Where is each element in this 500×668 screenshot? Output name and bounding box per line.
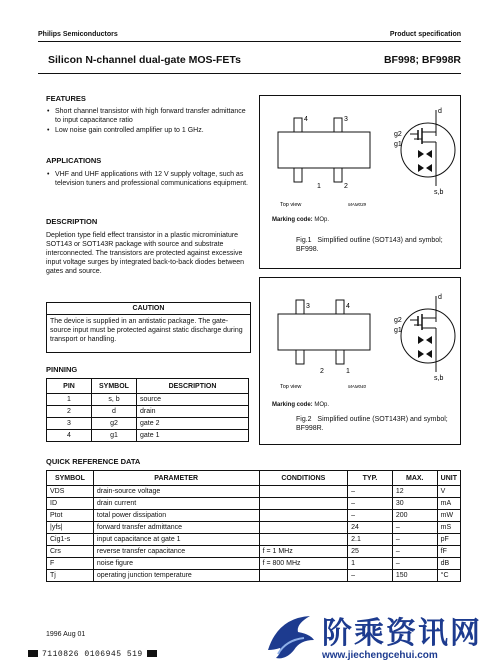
table-row [47, 394, 249, 406]
figure-2 [259, 277, 461, 445]
qr-max: – [392, 558, 437, 570]
qr-unit: mS [437, 522, 460, 534]
pin-symbol: g2 [92, 418, 137, 430]
qr-symbol: VDS [47, 486, 94, 498]
qr-symbol: |yfs| [47, 522, 94, 534]
mosfet-symbol [388, 106, 458, 196]
pin-symbol: s, b [92, 394, 137, 406]
figure-caption-label: Fig.1 [296, 237, 312, 244]
table-row [47, 406, 249, 418]
caution-heading: CAUTION [47, 303, 250, 315]
applications-heading: APPLICATIONS [46, 156, 102, 165]
qr-conditions [259, 486, 348, 498]
page-title: Silicon N-channel dual-gate MOS-FETs [48, 54, 241, 66]
pin-number: 4 [47, 430, 92, 442]
qr-parameter: input capacitance at gate 1 [93, 534, 259, 546]
qr-col-header: SYMBOL [47, 471, 94, 486]
quick-reference-table [46, 470, 461, 582]
table-row [47, 486, 461, 498]
applications-list [46, 170, 251, 189]
features-item: • Low noise gain controlled amplifier up to 1 GHz. [55, 126, 251, 135]
qr-symbol: Ptot [47, 510, 94, 522]
qr-conditions [259, 498, 348, 510]
figure-caption-text: Simplified outline (SOT143R) and symbol; BF998R. [296, 416, 448, 433]
table-row [47, 570, 461, 582]
pin-label: 3 [344, 116, 348, 123]
gate1-label: g1 [394, 327, 402, 334]
caution-text: The device is supplied in an antistatic package. The gate-source input must be protected against static discharge during transport or handling. [50, 318, 243, 344]
eagle-logo-icon [264, 610, 318, 662]
qr-col-header: MAX. [392, 471, 437, 486]
pinning-heading: PINNING [46, 365, 78, 374]
marking-code [272, 402, 329, 410]
barcode-number [28, 650, 157, 659]
qr-typ: 1 [348, 558, 393, 570]
qr-max: – [392, 522, 437, 534]
part-number: BF998; BF998R [383, 54, 461, 66]
barcode-mark [147, 650, 157, 657]
top-view-label: Top view [280, 202, 302, 208]
pin-number: 3 [47, 418, 92, 430]
qr-conditions [259, 522, 348, 534]
gate1-label: g1 [394, 141, 402, 148]
qr-col-header: TYP. [348, 471, 393, 486]
qr-unit: pF [437, 534, 460, 546]
qr-parameter: forward transfer admittance [93, 522, 259, 534]
pin-label: 4 [304, 116, 308, 123]
qr-typ: 25 [348, 546, 393, 558]
pin-label: 3 [306, 303, 310, 310]
pin-description: gate 1 [137, 430, 249, 442]
marking-code-label: Marking code: [272, 217, 313, 223]
figure-caption-text: Simplified outline (SOT143) and symbol; BF998. [296, 237, 443, 254]
pin-label: 2 [344, 183, 348, 190]
qr-symbol: ID [47, 498, 94, 510]
pin-description: drain [137, 406, 249, 418]
table-row [47, 418, 249, 430]
marking-code-value: MOp. [314, 402, 330, 408]
table-row [47, 534, 461, 546]
features-item: • Short channel transistor with high forward transfer admittance to input capacitance ratio [55, 107, 251, 125]
pinning-header-row [47, 379, 249, 394]
qr-symbol: F [47, 558, 94, 570]
features-list [46, 107, 251, 136]
barcode-text: 7110826 0106945 519 [42, 650, 143, 659]
qr-parameter: drain-source voltage [93, 486, 259, 498]
qr-conditions: f = 1 MHz [259, 546, 348, 558]
pin-number: 1 [47, 394, 92, 406]
marking-code-value: MOp. [314, 217, 330, 223]
pin-description: gate 2 [137, 418, 249, 430]
applications-item: • VHF and UHF applications with 12 V supply voltage, such as television tuners and professional communications equipment. [55, 170, 251, 188]
title-rule [38, 73, 461, 74]
figure-2-caption [296, 415, 456, 433]
qr-conditions: f = 800 MHz [259, 558, 348, 570]
header-rule [38, 41, 461, 42]
quick-reference-header-row [47, 471, 461, 486]
qr-unit: mA [437, 498, 460, 510]
qr-unit: °C [437, 570, 460, 582]
table-row [47, 546, 461, 558]
qr-typ: – [348, 498, 393, 510]
qr-parameter: reverse transfer capacitance [93, 546, 259, 558]
doc-type: Product specification [389, 31, 461, 38]
pin-number: 2 [47, 406, 92, 418]
table-row [47, 498, 461, 510]
qr-parameter: noise figure [93, 558, 259, 570]
qr-max: 150 [392, 570, 437, 582]
qr-typ: 24 [348, 522, 393, 534]
figure-1-caption [296, 236, 456, 254]
qr-symbol: Cig1-s [47, 534, 94, 546]
top-view-label: Top view [280, 384, 302, 390]
watermark-url: www.jiechengcehui.com [322, 650, 438, 661]
qr-symbol: Crs [47, 546, 94, 558]
table-row [47, 510, 461, 522]
drain-label: d [438, 294, 442, 301]
pin-symbol: g1 [92, 430, 137, 442]
description-text: Depletion type field effect transistor in a plastic microminiature SOT143 or SOT143R package with source and substrate interconnected. The transistors are protected against excessive input voltage surges by integrated back-to-back diodes between gates and source. [46, 232, 245, 276]
qr-max: 200 [392, 510, 437, 522]
qr-typ: – [348, 570, 393, 582]
figure-code: MAM039 [348, 202, 367, 207]
qr-parameter: drain current [93, 498, 259, 510]
pinning-table [46, 378, 249, 442]
pin-symbol: d [92, 406, 137, 418]
qr-conditions [259, 510, 348, 522]
caution-box [46, 302, 251, 353]
qr-typ: – [348, 486, 393, 498]
company-name: Philips Semiconductors [38, 31, 118, 38]
qr-unit: dB [437, 558, 460, 570]
qr-col-header: UNIT [437, 471, 460, 486]
pin-label: 2 [320, 368, 324, 375]
qr-conditions [259, 534, 348, 546]
barcode-mark [28, 650, 38, 657]
figure-1 [259, 95, 461, 269]
table-row [47, 558, 461, 570]
watermark-title: 阶乘资讯网 [322, 616, 482, 651]
site-watermark [262, 606, 498, 666]
qr-parameter: operating junction temperature [93, 570, 259, 582]
table-row [47, 430, 249, 442]
mosfet-symbol [388, 292, 458, 382]
pin-label: 1 [317, 183, 321, 190]
qr-typ: – [348, 510, 393, 522]
figure-code: MAM040 [348, 384, 367, 389]
table-row [47, 522, 461, 534]
qr-unit: mW [437, 510, 460, 522]
marking-code [272, 217, 329, 225]
pinning-col-header: SYMBOL [92, 379, 137, 394]
source-label: s,b [434, 375, 444, 382]
gate2-label: g2 [394, 317, 402, 324]
qr-symbol: Tj [47, 570, 94, 582]
source-label: s,b [434, 189, 444, 196]
pin-description: source [137, 394, 249, 406]
drain-label: d [438, 108, 442, 115]
description-heading: DESCRIPTION [46, 217, 98, 226]
quick-reference-heading: QUICK REFERENCE DATA [46, 457, 141, 466]
gate2-label: g2 [394, 131, 402, 138]
qr-col-header: PARAMETER [93, 471, 259, 486]
pinning-col-header: PIN [47, 379, 92, 394]
marking-code-label: Marking code: [272, 402, 313, 408]
publication-date: 1996 Aug 01 [46, 631, 86, 638]
qr-col-header: CONDITIONS [259, 471, 348, 486]
qr-max: – [392, 546, 437, 558]
qr-max: 30 [392, 498, 437, 510]
features-heading: FEATURES [46, 94, 86, 103]
qr-unit: fF [437, 546, 460, 558]
qr-max: 12 [392, 486, 437, 498]
pin-label: 1 [346, 368, 350, 375]
qr-conditions [259, 570, 348, 582]
qr-unit: V [437, 486, 460, 498]
pin-label: 4 [346, 303, 350, 310]
qr-max: – [392, 534, 437, 546]
qr-typ: 2.1 [348, 534, 393, 546]
figure-caption-label: Fig.2 [296, 416, 312, 423]
qr-parameter: total power dissipation [93, 510, 259, 522]
pinning-col-header: DESCRIPTION [137, 379, 249, 394]
